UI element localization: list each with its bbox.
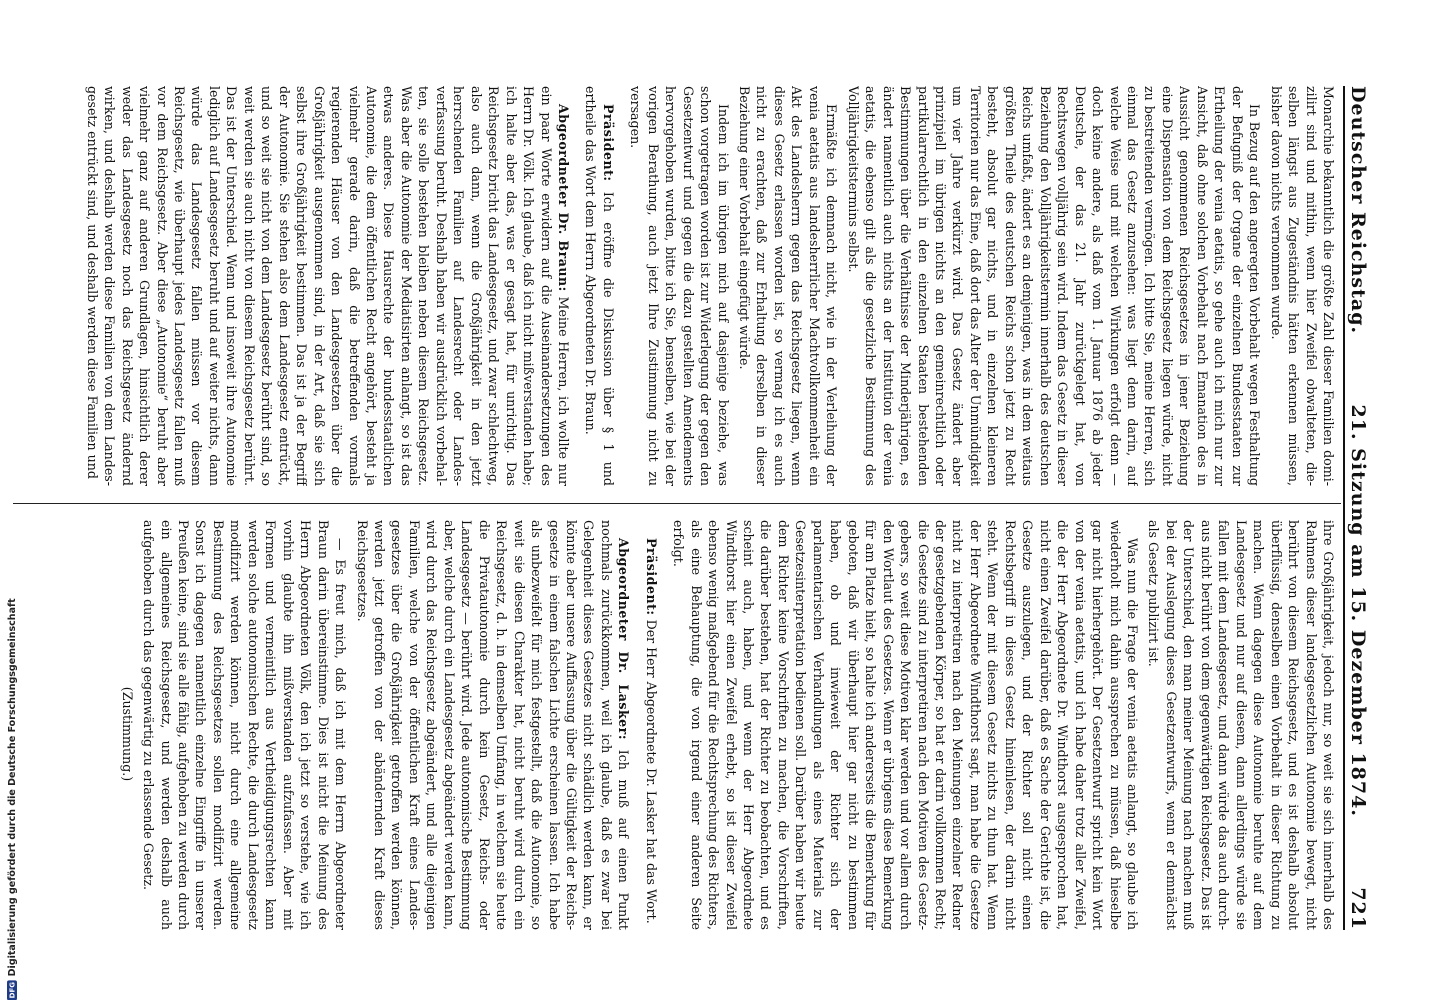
column-divider (13, 503, 1341, 504)
text-paragraph: ihre Großjährigkeit, jedoch nur, so weit sie sich innerhalb des Rahmens dieser landesgesetzlichen Autonomie bewegt, nicht berührt von diesem Reichsgesetz, und es ist deshalb absolut überflüssig, denselben einen Vorbehalt in dieser Richtung zu machen. Wenn dagegen diese Autonomie beruhte auf dem Landesgesetz und nur auf diesem, dann allerdings würde sie fallen mit dem Landesgesetz, und dann würde das auch durchaus nicht berührt von dem gegenwärtigen Reichsgesetz. Das ist der Unterschied, den man meiner Meinung nach machen muß bei der Auslegung dieses Gesetzentwurfs, wenn er demnächst als Gesetz publizirt ist. (1146, 520, 1336, 930)
header-session: 21. Sitzung am 15. Dezember 1874. (1347, 404, 1369, 817)
text-paragraph: In Bezug auf den angeregten Vorbehalt wegen Festhaltung der Befugniß der Organe der einzelnen Bundesstaaten zur Ertheilung der venia aetatis, so gehe auch ich mich nur zur Ansicht, daß ohne solchen Vorbehalt nach Emanation des in Aussicht genommenen Reichsgesetzes in jener Beziehung eine Dispensation von dem Reichsgesetz liegen würde, nicht zu bestreitenden vermögen. Ich bitte Sie, meine Herren, sich einmal das Gesetz anzusehen: was liegt denn darin, auf welche Weise und mit welchen Wirkungen erfolgt denn — doch keine andere, als daß vom 1. Januar 1876 ab jeder Deutsche, der das 21. Jahr zurückgelegt hat, von Rechtswegen volljährig sein wird. Indem das Gesetz in dieser Beziehung den Volljährigkeitstermin innerhalb des deutschen Reichs umfaßt, ändert es an demjenigen, was in dem weitaus größten Theile des deutschen Reichs schon jetzt zu Recht besteht, absolut gar nichts, und in einzelnen kleineren Territorien nur das Eine, daß dort das Alter der Unmündigkeit um vier Jahre verkürzt wird. Das Gesetz ändert aber prinzipiell im übrigen nichts an den gemeinrechtlich oder partikularrechtlich in den einzelnen Staaten bestehenden Bestimmungen über die Verhältnisse der Minderjährigen, es ändert namentlich auch nichts an der Institution der venia aetatis, die ebenso gilt als die gesetzliche Bestimmung des Volljährigkeitstermins selbst. (845, 86, 1263, 486)
text-paragraph: Indem ich im übrigen mich auf dasjenige beziehe, was schon vorgetragen worden ist zur Widerlegung der gegen den Gesetzentwurf und gegen die dazu gestellten Amendements hervorgehoben wurden, bitte ich Sie, benselben, wie bei der vorigen Berathung, auch jetzt Ihre Zustimmung nicht zu versagen. (628, 86, 731, 486)
digitization-credit (2, 597, 22, 1000)
text-paragraph: Ermäßte ich demnach nicht, wie in der Verleihung der venia aetatis aus landesherrlicher Machtvollkommenheit ein Akt des Landesherrn gegen das Reichsgesetz liegen, wenn dieses Gesetz erlassen worden ist, so vermag ich es auch nicht zu erachten, daß zur Erhaltung derselben in dieser Beziehung einer Vorbehalt eingefügt würde. (737, 86, 840, 486)
speech-paragraph (353, 520, 632, 930)
speech-paragraph (582, 86, 617, 486)
left-column (13, 86, 1337, 486)
right-column (13, 520, 1337, 930)
text-paragraph: Was nun die Frage der venia aetatis anlangt, so glaube ich wiederholt mich dahin aussprechen zu müssen, daß hieselbe gar nicht hierhergehört. Der Gesetzentwurf spricht kein Wort von der venia aetatis, und ich habe daher trotz aller Zweifel, die der Herr Abgeordnete Dr. Windthorst ausgesprochen hat, nicht einen Zweifel darüber, daß es Sache der Gerichte ist, die Gesetze auszulegen, und der Richter soll nicht einen Rechtsbegriff in dieses Gesetz hineinlesen, der darin nicht steht. Wenn der mit diesem Gesetz nichts zu thun hat. Wenn der Herr Abgeordnete Windthorst sagt, man habe die Gesetze nicht zu interpretiren nach den Meinungen einzelner Redner der gesetzgebenden Körper, so hat er darin vollkommen Recht; die Gesetze sind zu interpretiren nach den Motiven des Gesetzgebers, so weit diese Motiven klar werden und vor allem durch den Wortlaut des Gesetzes. Wenn er übrigens diese Bemerkung für am Platze hielt, so halte ich andererseits die Bemerkung für geboten, daß wir überhaupt hier gar nicht zu bestimmen haben, ob und inwieweit der Richter sich der parlamentarischen Verhandlungen als eines Materials zur Gesetzesinterpretation bedienen soll. Darüber haben wir heute dem Richter keine Vorschriften zu machen, die Vorschriften, die darüber bestehen, hat der Richter zu beobachten, und es scheint auch, haben, und wenn der Herr Abgeordnete Windthorst hier einen Zweifel erhebt, so ist dieser Zweifel ebenso wenig maßgebend für die Rechtsprechung des Richters, als eine Behauptung, die von irgend einer anderen Seite erfolgt. (671, 520, 1141, 930)
centered-remark: (Zustimmung.) (119, 686, 135, 782)
speaker-name: Abgeordneter Dr. Braun: (555, 104, 571, 292)
speech-text: Der Herr Abgeordnete Dr. Lasker hat das Wort. (643, 619, 659, 924)
page-number: 721 (1347, 887, 1369, 930)
speaker-name: Präsident: (643, 538, 659, 616)
page-header (1343, 86, 1375, 930)
text-paragraph: — Es freut mich, daß ich mit dem Herrn Abgeordneter Braun darin übereinstimme. Dies ist nicht die Meinung des Herrn Abgeordneten Völk, den ich jetzt so verstehe, wie ich vorhin glaubte ihn mißverstanden aufzufassen. Aber mit Formen und vermeintlich aus Vertheidigungsrechten kann werden solche autonomischen Rechte, die durch Landesgesetz modifizirt werden können, nicht durch eine allgemeine Bestimmung des Reichsgesetzes sollen modifizirt werden. Sonst ich dagegen namentlich einzelne Eingriffe in unserer Preußen keine, sind sie alle fähig, aufgehoben zu werden durch ein allgemeines Reichsgesetz, und werden deshalb auch aufgehoben durch das gegenwärtig zu erlassende Gesetz. (141, 520, 349, 930)
header-publication: Deutscher Reichstag. (1347, 86, 1369, 335)
speaker-name: Abgeordneter Dr. Lasker: (616, 538, 632, 740)
speech-paragraph (83, 86, 572, 486)
digitization-text: Digitalisierung gefördert durch die Deutsche Forschungsgemeinschaft (6, 597, 18, 976)
speech-paragraph (642, 520, 659, 930)
dfg-logo: DFG (8, 981, 16, 998)
text-paragraph: Monarchie bekanntlich die größte Zahl dieser Familien domizilirt sind und mithin, wenn hier Zweifel obwalteten, dieselben längst aus Zugeständnis hätten erkennen müssen, bisher davon nichts vernommen wurde. (1268, 86, 1336, 486)
speaker-name: Präsident: (600, 104, 616, 182)
speech-text: Meine Herren, ich wollte nur ein paar Worte erwidern auf die Auseinandersetzungen des Herrn Dr. Völk. Ich glaube, daß ich nicht mißverstanden habe; ich halte aber das, was er gesagt hat, für unrichtig. Das Reichsgesetz bricht das Landesgesetz, und zwar schlechtweg, also auch dann, wenn die Großjährigkeit in den jetzt herrschenden Familien auf Landesrecht oder Landesverfassung beruht. Deshalb haben wir ausdrücklich vorbehalten, sie solle bestehen bleiben neben diesem Reichsgesetz. Was aber die Autonomie der Mediatisirten anlangt, so ist das etwas anderes. Diese Hausrechte der bundesstaatlichen Autonomie, die dem öffentlichen Recht angehört, besteht ja vielmehr gerade darin, daß die betreffenden vormals regierenden Häuser von den Landesgesetzen über die Großjährigkeit ausgenommen sind, in der Art, daß sie sich selbst ihre Großjährigkeit bestimmen. Das ist ja der Begriff der Autonomie. Sie stehen also dem Landesgesetz entrückt, und so weit sie nicht von dem Landesgesetz berührt sind, so weit werden sie auch nicht von diesem Reichsgesetz berührt. Das ist der Unterschied. Wenn und insoweit ihre Autonomie lediglich auf Landesgesetz beruht und auf weiter nichts, dann würde das Landesgesetz fallen müssen vor diesem Reichsgesetz, wie überhaupt jedes Landesgesetz fallen muß vor dem Reichsgesetz. Aber diese „Autonomie“ beruht aber vielmehr ganz auf anderen Grundlagen, hinsichtlich derer weder das Landesgesetz noch das Reichsgesetz ändernd wirken, und deshalb werden diese Familien von dem Landesgesetz entrückt sind, und deshalb werden diese Familien und (84, 86, 571, 486)
speech-text: Ich eröffne die Diskussion über § 1 und ertheile das Wort dem Herrn Abgeordneten Dr. Braun. (583, 86, 616, 486)
newspaper-page (3, 0, 1393, 1000)
speech-text: Ich muß auf einen Punkt nochmals zurückkommen, weil ich glaube, daß es zwar bei Gelegenheit dieses Gesetzes nicht schädlich werden kann, er könnte aber unsere Auffassung über die Gültigkeit der Reichsgesetze in einem falschen Lichte erscheinen lassen. Ich habe als unbezweifelt für mich festgestellt, daß die Autonomie, so weit sie diesen Charakter hat, nicht beruht wird durch ein Reichsgesetz, d. h. in demselben Umfang, in welchem sie heute die Privatautonomie durch kein Gesetz, Reichs- oder Landesgesetz — berührt wird. Jede autonomische Bestimmung aber, welche durch ein Landesgesetz abgeändert werden kann, wird durch das Reichsgesetz abgeändert, und alle diejenigen Familien, welche von der öffentlichen Kraft eines Landesgesetzes über die Großjährigkeit getroffen werden können, werden jetzt getroffen von der abändernden Kraft dieses Reichsgesetzes. (354, 520, 632, 930)
